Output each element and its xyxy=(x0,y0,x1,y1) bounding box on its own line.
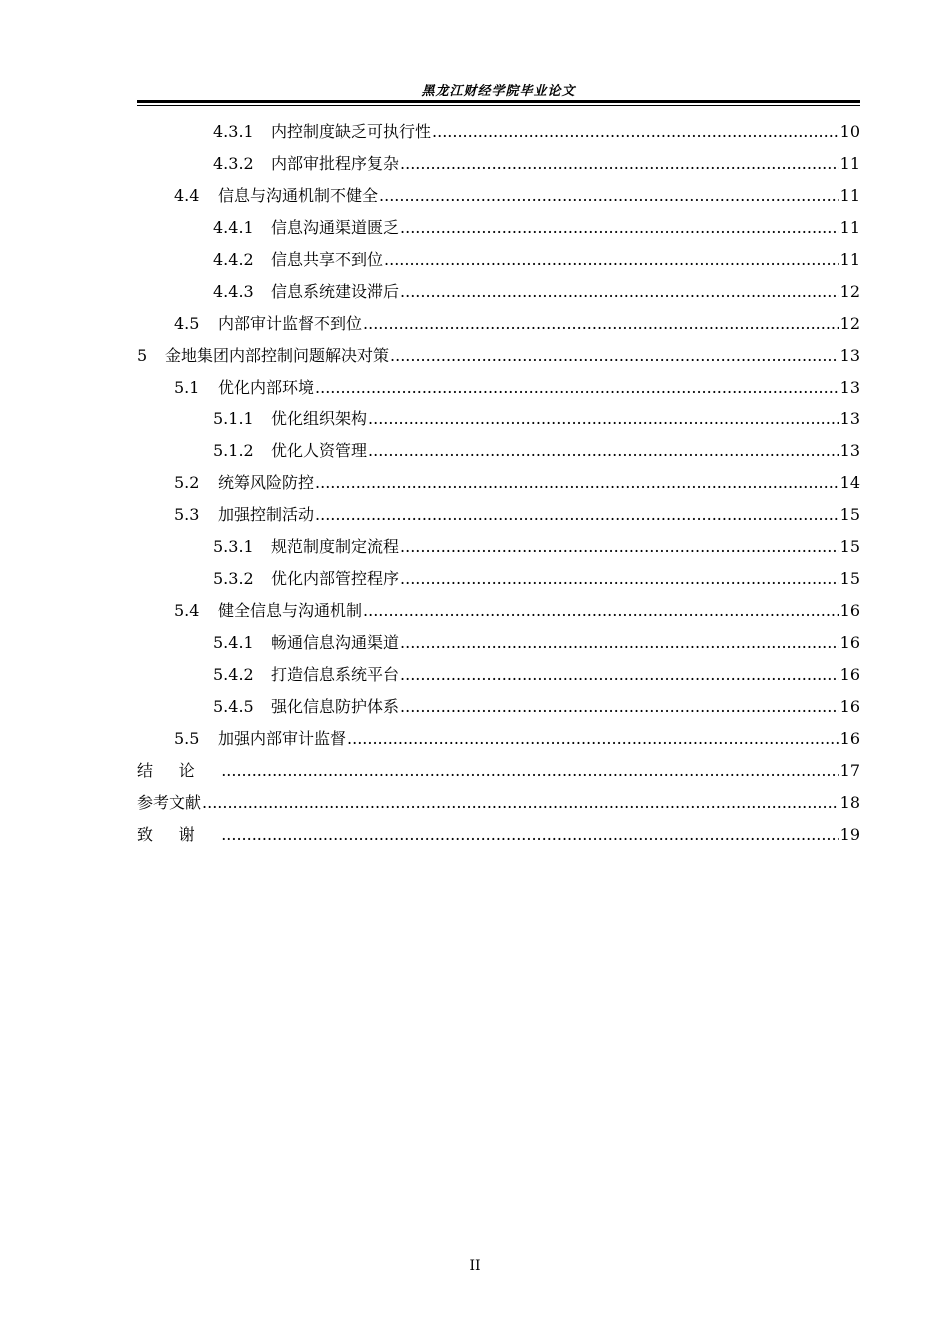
toc-entry-page: 10 xyxy=(839,122,860,141)
dot-leader xyxy=(390,346,839,365)
toc-entry-page: 11 xyxy=(839,185,860,205)
dot-leader xyxy=(347,729,839,748)
toc-entry-title: 内控制度缺乏可执行性 xyxy=(271,122,432,141)
toc-entry[interactable] xyxy=(137,630,860,662)
toc-entry-page: 12 xyxy=(839,281,860,301)
toc-entry-title: 打造信息系统平台 xyxy=(271,664,400,684)
toc-entry-number: 4.3.1 xyxy=(213,122,254,141)
toc-entry-title: 信息共享不到位 xyxy=(271,249,384,269)
dot-leader xyxy=(379,186,839,205)
toc-entry-number: 5.4.1 xyxy=(213,633,254,652)
toc-entry-number: 5.1 xyxy=(174,377,200,397)
table-of-contents xyxy=(137,119,860,854)
toc-entry-title: 优化内部环境 xyxy=(218,377,315,397)
toc-entry[interactable] xyxy=(137,215,860,247)
toc-entry-title: 致谢 xyxy=(137,824,221,844)
dot-leader xyxy=(363,601,839,620)
dot-leader xyxy=(315,505,839,524)
toc-entry-page: 16 xyxy=(839,633,860,652)
dot-leader xyxy=(202,793,839,812)
toc-entry-title: 信息与沟通机制不健全 xyxy=(218,185,379,205)
toc-entry-number: 5 xyxy=(137,345,148,365)
toc-entry[interactable] xyxy=(137,406,860,438)
dot-leader xyxy=(400,154,839,173)
toc-entry[interactable] xyxy=(137,343,860,375)
toc-entry-number: 4.5 xyxy=(174,313,200,333)
toc-entry-page: 13 xyxy=(839,441,860,461)
toc-entry-page: 18 xyxy=(839,792,860,812)
toc-entry-number: 5.1.2 xyxy=(213,441,254,461)
toc-entry-title: 加强控制活动 xyxy=(218,505,315,525)
toc-entry[interactable] xyxy=(137,790,860,822)
toc-entry-page: 16 xyxy=(839,728,860,748)
toc-entry[interactable] xyxy=(137,311,860,343)
toc-entry[interactable] xyxy=(137,502,860,534)
toc-entry[interactable] xyxy=(137,822,860,854)
page-number: II xyxy=(469,1258,481,1274)
running-header: 黑龙江财经学院毕业论文 xyxy=(421,84,576,99)
toc-entry-page: 11 xyxy=(839,217,860,237)
toc-entry-number: 4.4.1 xyxy=(213,217,254,237)
dot-leader xyxy=(315,378,839,397)
toc-entry[interactable] xyxy=(137,183,860,215)
toc-entry[interactable] xyxy=(137,566,860,598)
toc-entry-number: 5.2 xyxy=(174,473,200,493)
toc-entry-page: 13 xyxy=(839,345,860,365)
toc-entry-number: 5.3.2 xyxy=(213,569,254,589)
toc-entry-page: 15 xyxy=(839,537,860,557)
toc-entry-number: 4.4.2 xyxy=(213,249,254,269)
toc-entry[interactable] xyxy=(137,438,860,470)
toc-entry-number: 5.4 xyxy=(174,601,200,621)
toc-entry[interactable] xyxy=(137,598,860,630)
toc-entry-title: 参考文献 xyxy=(137,792,202,812)
toc-entry[interactable] xyxy=(137,726,860,758)
toc-entry-title: 信息沟通渠道匮乏 xyxy=(271,217,400,237)
toc-entry[interactable] xyxy=(137,375,860,407)
toc-entry-page: 11 xyxy=(839,249,860,269)
dot-leader xyxy=(400,537,839,556)
dot-leader xyxy=(363,314,839,333)
toc-entry-title: 加强内部审计监督 xyxy=(218,728,347,748)
toc-entry-page: 17 xyxy=(839,760,860,780)
toc-entry-number: 4.4.3 xyxy=(213,281,254,301)
toc-entry-page: 16 xyxy=(839,696,860,716)
dot-leader xyxy=(384,250,839,269)
dot-leader xyxy=(400,697,839,716)
toc-entry-title: 信息系统建设滞后 xyxy=(271,281,400,301)
toc-entry-title: 结论 xyxy=(137,760,221,780)
toc-entry-number: 5.3.1 xyxy=(213,537,254,557)
dot-leader xyxy=(400,633,839,652)
toc-entry[interactable] xyxy=(137,247,860,279)
toc-entry-page: 13 xyxy=(839,409,860,429)
dot-leader xyxy=(432,122,839,141)
toc-entry-title: 金地集团内部控制问题解决对策 xyxy=(165,345,390,365)
dot-leader xyxy=(400,218,839,237)
toc-entry-page: 16 xyxy=(839,601,860,621)
toc-entry[interactable] xyxy=(137,534,860,566)
dot-leader xyxy=(315,473,839,492)
toc-entry-number: 5.5 xyxy=(174,728,200,748)
toc-entry-title: 畅通信息沟通渠道 xyxy=(271,633,400,652)
dot-leader xyxy=(368,409,839,428)
toc-entry[interactable] xyxy=(137,470,860,502)
toc-entry-title: 统筹风险防控 xyxy=(218,473,315,493)
toc-entry-page: 14 xyxy=(839,473,860,493)
toc-entry-page: 15 xyxy=(839,505,860,525)
dot-leader xyxy=(221,825,838,844)
toc-entry-page: 19 xyxy=(839,824,860,844)
dot-leader xyxy=(368,441,839,460)
toc-entry[interactable] xyxy=(137,119,860,151)
toc-entry[interactable] xyxy=(137,279,860,311)
dot-leader xyxy=(400,282,839,301)
toc-entry-number: 5.1.1 xyxy=(213,409,254,429)
toc-entry-page: 16 xyxy=(839,664,860,684)
toc-entry[interactable] xyxy=(137,694,860,726)
toc-entry[interactable] xyxy=(137,151,860,183)
toc-entry-number: 5.4.5 xyxy=(213,696,254,716)
toc-entry-title: 内部审批程序复杂 xyxy=(271,153,400,173)
toc-entry-title: 健全信息与沟通机制 xyxy=(218,601,363,621)
toc-entry-number: 5.4.2 xyxy=(213,664,254,684)
dot-leader xyxy=(400,569,839,588)
toc-entry[interactable] xyxy=(137,662,860,694)
toc-entry-page: 13 xyxy=(839,377,860,397)
header-rule-thin xyxy=(137,105,860,106)
toc-entry-title: 优化内部管控程序 xyxy=(271,569,400,589)
toc-entry-page: 12 xyxy=(839,313,860,333)
toc-entry-number: 4.3.2 xyxy=(213,153,254,173)
header-rule-thick xyxy=(137,100,860,103)
toc-entry-title: 优化组织架构 xyxy=(271,409,368,429)
toc-entry-title: 优化人资管理 xyxy=(271,441,368,461)
toc-entry-title: 规范制度制定流程 xyxy=(271,537,400,557)
toc-entry-number: 5.3 xyxy=(174,505,200,525)
toc-entry[interactable] xyxy=(137,758,860,790)
toc-entry-title: 内部审计监督不到位 xyxy=(218,313,363,333)
toc-entry-number: 4.4 xyxy=(174,185,200,205)
toc-entry-page: 11 xyxy=(839,153,860,173)
dot-leader xyxy=(221,761,838,780)
toc-entry-title: 强化信息防护体系 xyxy=(271,696,400,716)
dot-leader xyxy=(400,665,839,684)
toc-entry-page: 15 xyxy=(839,569,860,589)
